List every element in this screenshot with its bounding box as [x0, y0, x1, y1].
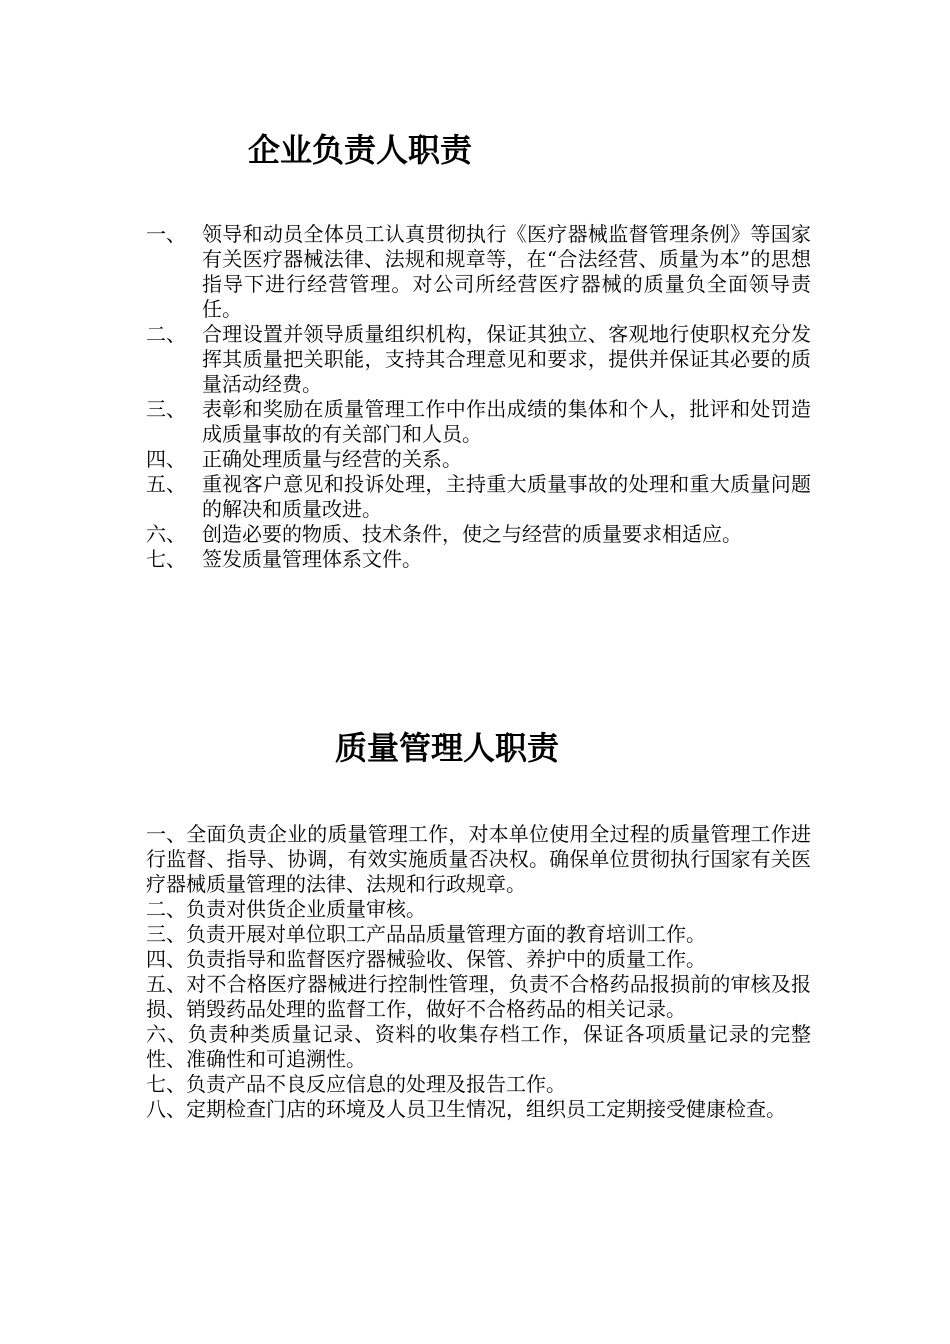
section1-duty-list	[146, 222, 811, 572]
section1-item-1-number: 一、	[146, 222, 186, 246]
section1-item-7-text: 签发质量管理体系文件。	[202, 547, 422, 571]
section1-item-3	[146, 397, 811, 447]
section1-item-2	[146, 322, 811, 397]
section1-item-4-number: 四、	[146, 447, 186, 471]
section1-item-4-text: 正确处理质量与经营的关系。	[202, 447, 462, 471]
section1-item-1-text: 领导和动员全体员工认真贯彻执行《医疗器械监督管理条例》等国家有关医疗器械法律、法规和规章等，在“合法经营、质量为本”的思想指导下进行经营管理。对公司所经营医疗器械的质量负全面领导责任。	[202, 222, 811, 321]
section1-item-6	[146, 522, 811, 547]
section1-item-3-text: 表彰和奖励在质量管理工作中作出成绩的集体和个人，批评和处罚造成质量事故的有关部门和人员。	[202, 397, 811, 446]
section2-item-5: 五、对不合格医疗器械进行控制性管理，负责不合格药品报损前的审核及报损、销毁药品处理的监督工作，做好不合格药品的相关记录。	[146, 972, 811, 1021]
section1-item-6-number: 六、	[146, 522, 186, 546]
section1-item-1	[146, 222, 811, 322]
section1-item-7	[146, 547, 811, 572]
section1-item-7-number: 七、	[146, 547, 186, 571]
section2-item-3: 三、负责开展对单位职工产品品质量管理方面的教育培训工作。	[146, 922, 706, 946]
section2-title: 质量管理人职责	[335, 729, 560, 767]
section2-item-6: 六、负责种类质量记录、资料的收集存档工作，保证各项质量记录的完整性、准确性和可追溯性。	[146, 1022, 811, 1071]
section1-item-4	[146, 447, 811, 472]
section1-item-5-number: 五、	[146, 472, 186, 496]
section2-duty-list	[146, 822, 811, 1122]
section1-item-3-number: 三、	[146, 397, 186, 421]
section2-item-1: 一、全面负责企业的质量管理工作，对本单位使用全过程的质量管理工作进行监督、指导、协调，有效实施质量否决权。确保单位贯彻执行国家有关医疗器械质量管理的法律、法规和行政规章。	[146, 822, 811, 896]
section1-item-5	[146, 472, 811, 522]
section1-item-2-text: 合理设置并领导质量组织机构，保证其独立、客观地行使职权充分发挥其质量把关职能，支持其合理意见和要求，提供并保证其必要的质量活动经费。	[202, 322, 811, 396]
section2-item-8: 八、定期检查门店的环境及人员卫生情况，组织员工定期接受健康检查。	[146, 1097, 786, 1121]
section1-item-6-text: 创造必要的物质、技术条件，使之与经营的质量要求相适应。	[202, 522, 742, 546]
section1-item-5-text: 重视客户意见和投诉处理，主持重大质量事故的处理和重大质量问题的解决和质量改进。	[202, 472, 811, 521]
section1-item-2-number: 二、	[146, 322, 186, 346]
section2-item-2: 二、负责对供货企业质量审核。	[146, 897, 426, 921]
section2-item-7: 七、负责产品不良反应信息的处理及报告工作。	[146, 1072, 566, 1096]
section1-title: 企业负责人职责	[248, 131, 473, 169]
section2-item-4: 四、负责指导和监督医疗器械验收、保管、养护中的质量工作。	[146, 947, 706, 971]
